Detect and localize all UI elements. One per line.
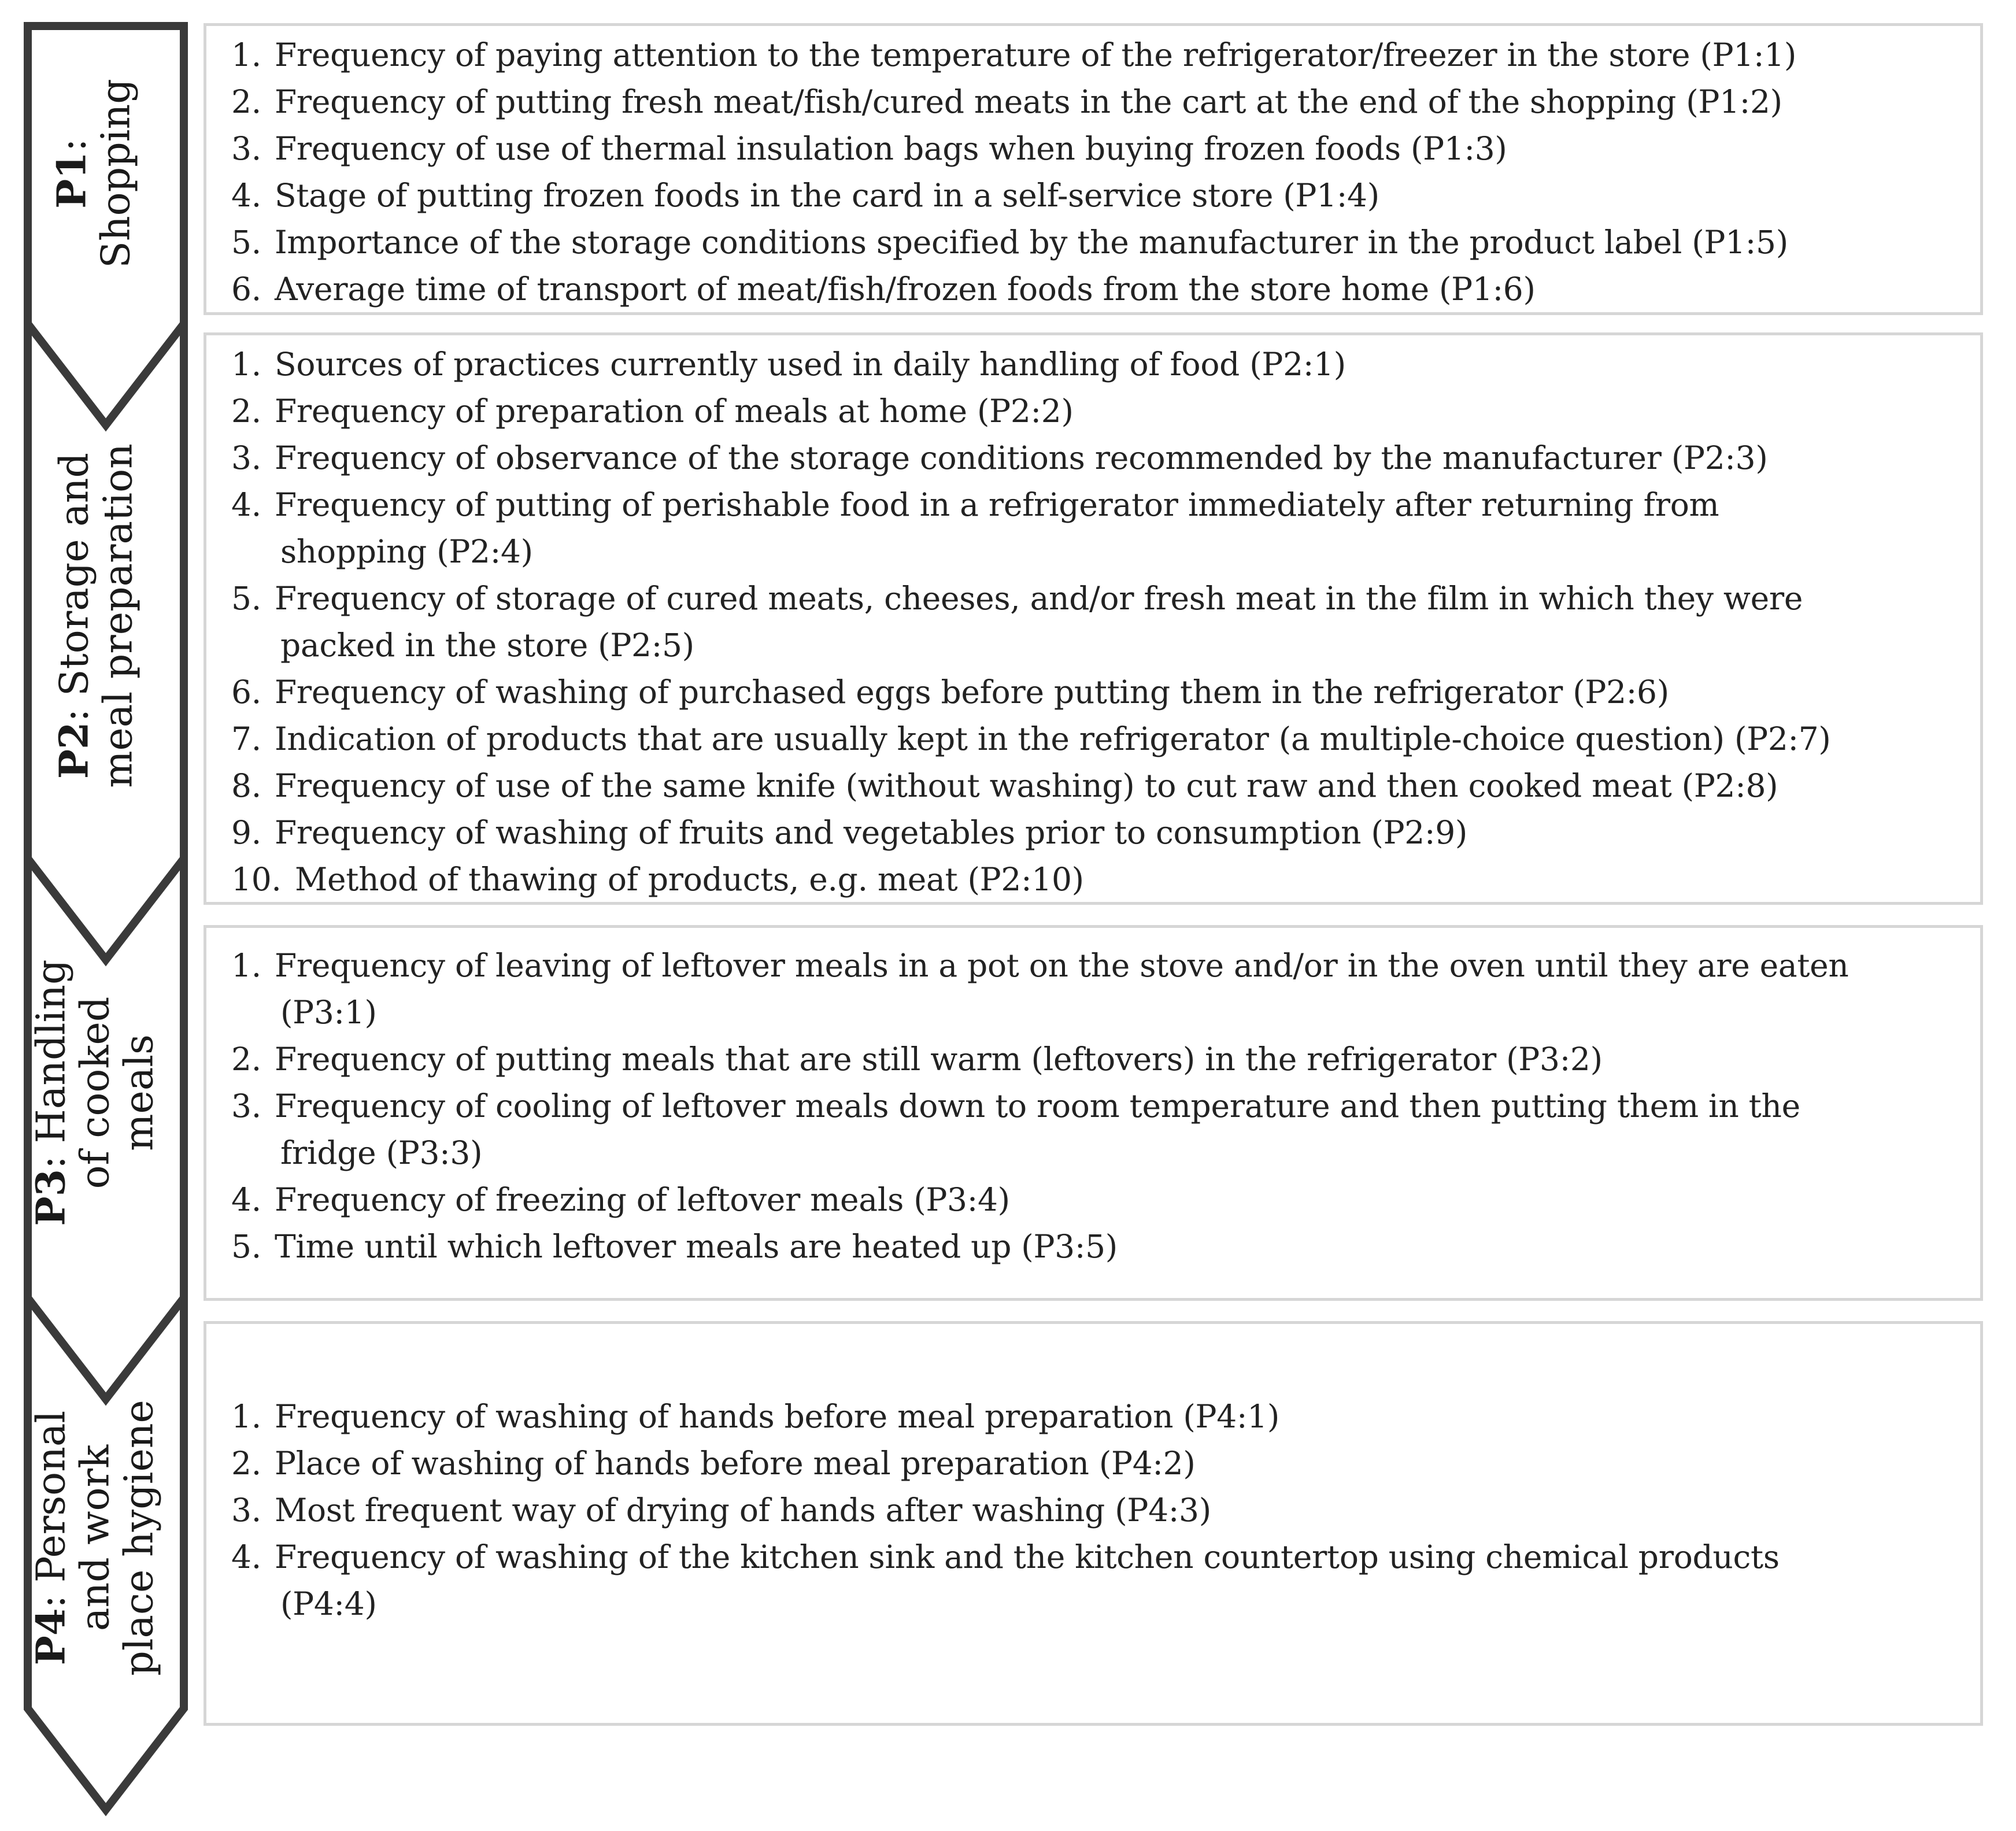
item-text: Frequency of washing of the kitchen sink and the kitchen countertop using chemical products xyxy=(275,1538,1780,1575)
stage-label-line xyxy=(74,960,118,1226)
list-item xyxy=(231,856,1831,903)
list-item xyxy=(231,716,1831,763)
stage-label-segment: and work xyxy=(72,1444,119,1632)
list-item xyxy=(231,172,1796,219)
list-item xyxy=(231,1036,1849,1083)
item-number: 1. xyxy=(231,36,261,73)
item-text: Frequency of putting fresh meat/fish/cured meats in the cart at the end of the shopping (P1:2) xyxy=(275,83,1782,120)
item-number: 4. xyxy=(231,177,261,214)
stage-label-text xyxy=(50,79,139,268)
list-item xyxy=(231,125,1796,172)
list-item xyxy=(231,482,1831,575)
list-item xyxy=(231,1177,1849,1223)
item-number: 1. xyxy=(231,1398,261,1435)
item-number: 4. xyxy=(231,1181,261,1218)
item-text: Frequency of putting meals that are still warm (leftovers) in the refrigerator (P3:2) xyxy=(275,1041,1603,1078)
stage-label-segment: : Storage and xyxy=(51,452,98,722)
item-text: Most frequent way of drying of hands after washing (P4:3) xyxy=(275,1492,1211,1529)
item-text: Average time of transport of meat/fish/frozen foods from the store home (P1:6) xyxy=(275,271,1536,308)
list-item xyxy=(231,1083,1849,1177)
item-number: 2. xyxy=(231,83,261,120)
item-number: 10. xyxy=(231,861,282,898)
item-text: Frequency of washing of hands before meal preparation (P4:1) xyxy=(275,1398,1280,1435)
item-number: 9. xyxy=(231,814,261,851)
stage-label-segment: Shopping xyxy=(93,79,139,268)
stage-label-segment: of cooked xyxy=(72,996,119,1189)
stage-code: P1 xyxy=(49,151,95,209)
stage-label-segment: meals xyxy=(116,1034,162,1151)
stage-label-segment: : xyxy=(49,138,95,152)
item-text-continued: fridge (P3:3) xyxy=(280,1134,483,1171)
item-text: Frequency of paying attention to the temperature of the refrigerator/freezer in the store (P1:1) xyxy=(275,36,1797,73)
stage-label-line xyxy=(118,1400,162,1676)
stage-label-line xyxy=(53,443,97,788)
item-text: Frequency of freezing of leftover meals (P3:4) xyxy=(275,1181,1010,1218)
item-number: 5. xyxy=(231,580,261,617)
item-text-continued: packed in the store (P2:5) xyxy=(280,627,694,664)
item-number: 5. xyxy=(231,1228,261,1265)
stage-label-text xyxy=(53,443,141,788)
list-item xyxy=(231,219,1796,266)
item-number: 3. xyxy=(231,1492,261,1529)
item-number: 1. xyxy=(231,947,261,984)
item-text: Frequency of use of thermal insulation bags when buying frozen foods (P1:3) xyxy=(275,130,1507,167)
item-text-continued: shopping (P2:4) xyxy=(280,533,533,570)
list-item xyxy=(231,341,1831,388)
item-number: 4. xyxy=(231,486,261,523)
list-item xyxy=(231,435,1831,482)
list-item xyxy=(231,1534,1780,1627)
item-number: 3. xyxy=(231,1087,261,1125)
item-list-p1 xyxy=(231,32,1796,313)
item-number: 2. xyxy=(231,1445,261,1482)
stage-label-line xyxy=(29,960,74,1226)
item-number: 3. xyxy=(231,130,261,167)
item-text: Frequency of preparation of meals at home (P2:2) xyxy=(275,393,1074,430)
item-number: 1. xyxy=(231,346,261,383)
list-item xyxy=(231,79,1796,125)
stage-label-line xyxy=(50,79,95,268)
stage-code: P2 xyxy=(51,722,98,779)
item-number: 6. xyxy=(231,674,261,711)
list-item xyxy=(231,32,1796,79)
item-text: Frequency of putting of perishable food in a refrigerator immediately after returning from xyxy=(275,486,1719,523)
item-text: Frequency of leaving of leftover meals in a pot on the stove and/or in the oven until they are eaten xyxy=(275,947,1849,984)
item-number: 3. xyxy=(231,439,261,476)
item-text: Place of washing of hands before meal preparation (P4:2) xyxy=(275,1445,1196,1482)
item-text-continued: (P3:1) xyxy=(280,994,377,1031)
list-item xyxy=(231,1223,1849,1270)
item-text: Time until which leftover meals are heated up (P3:5) xyxy=(275,1228,1118,1265)
item-text: Frequency of washing of purchased eggs before putting them in the refrigerator (P2:6) xyxy=(275,674,1669,711)
list-item xyxy=(231,942,1849,1036)
stage-label-segment: : Personal xyxy=(28,1410,75,1608)
stage-label-line xyxy=(74,1400,118,1676)
stage-label-segment: place hygiene xyxy=(116,1400,162,1676)
item-number: 6. xyxy=(231,271,261,308)
item-text: Indication of products that are usually kept in the refrigerator (a multiple-choice question) (P2:7) xyxy=(275,720,1831,757)
stage-label-segment: : Handling xyxy=(28,959,75,1170)
stage-label-line xyxy=(95,79,139,268)
stage-code: P4 xyxy=(28,1608,75,1666)
list-item xyxy=(231,669,1831,716)
item-number: 7. xyxy=(231,720,261,757)
item-text: Sources of practices currently used in daily handling of food (P2:1) xyxy=(275,346,1346,383)
item-text: Stage of putting frozen foods in the card in a self-service store (P1:4) xyxy=(275,177,1379,214)
item-text: Importance of the storage conditions specified by the manufacturer in the product label (P1:5) xyxy=(275,224,1788,261)
list-item xyxy=(231,1487,1780,1534)
list-item xyxy=(231,575,1831,669)
stage-code: P3 xyxy=(28,1169,75,1226)
stage-label-line xyxy=(97,443,141,788)
item-text: Frequency of cooling of leftover meals down to room temperature and then putting them in the xyxy=(275,1087,1800,1125)
list-item xyxy=(231,1393,1780,1440)
item-number: 5. xyxy=(231,224,261,261)
item-list-p4 xyxy=(231,1393,1780,1627)
list-item xyxy=(231,388,1831,435)
item-text: Frequency of observance of the storage conditions recommended by the manufacturer (P2:3) xyxy=(275,439,1768,476)
stage-label-text xyxy=(29,1400,162,1676)
item-number: 8. xyxy=(231,767,261,804)
item-list-p3 xyxy=(231,942,1849,1270)
item-list-p2 xyxy=(231,341,1831,903)
item-text: Frequency of washing of fruits and vegetables prior to consumption (P2:9) xyxy=(275,814,1468,851)
stage-label-segment: meal preparation xyxy=(95,443,142,788)
item-number: 2. xyxy=(231,1041,261,1078)
list-item xyxy=(231,763,1831,809)
list-item xyxy=(231,809,1831,856)
stage-label-line xyxy=(29,1400,74,1676)
item-text: Method of thawing of products, e.g. meat (P2:10) xyxy=(295,861,1084,898)
item-number: 4. xyxy=(231,1538,261,1575)
item-text-continued: (P4:4) xyxy=(280,1585,377,1622)
list-item xyxy=(231,1440,1780,1487)
item-number: 2. xyxy=(231,393,261,430)
item-text: Frequency of storage of cured meats, cheeses, and/or fresh meat in the film in which they were xyxy=(275,580,1803,617)
list-item xyxy=(231,266,1796,313)
item-text: Frequency of use of the same knife (without washing) to cut raw and then cooked meat (P2:8) xyxy=(275,767,1778,804)
stage-label-text xyxy=(29,960,162,1226)
stage-label-line xyxy=(118,960,162,1226)
